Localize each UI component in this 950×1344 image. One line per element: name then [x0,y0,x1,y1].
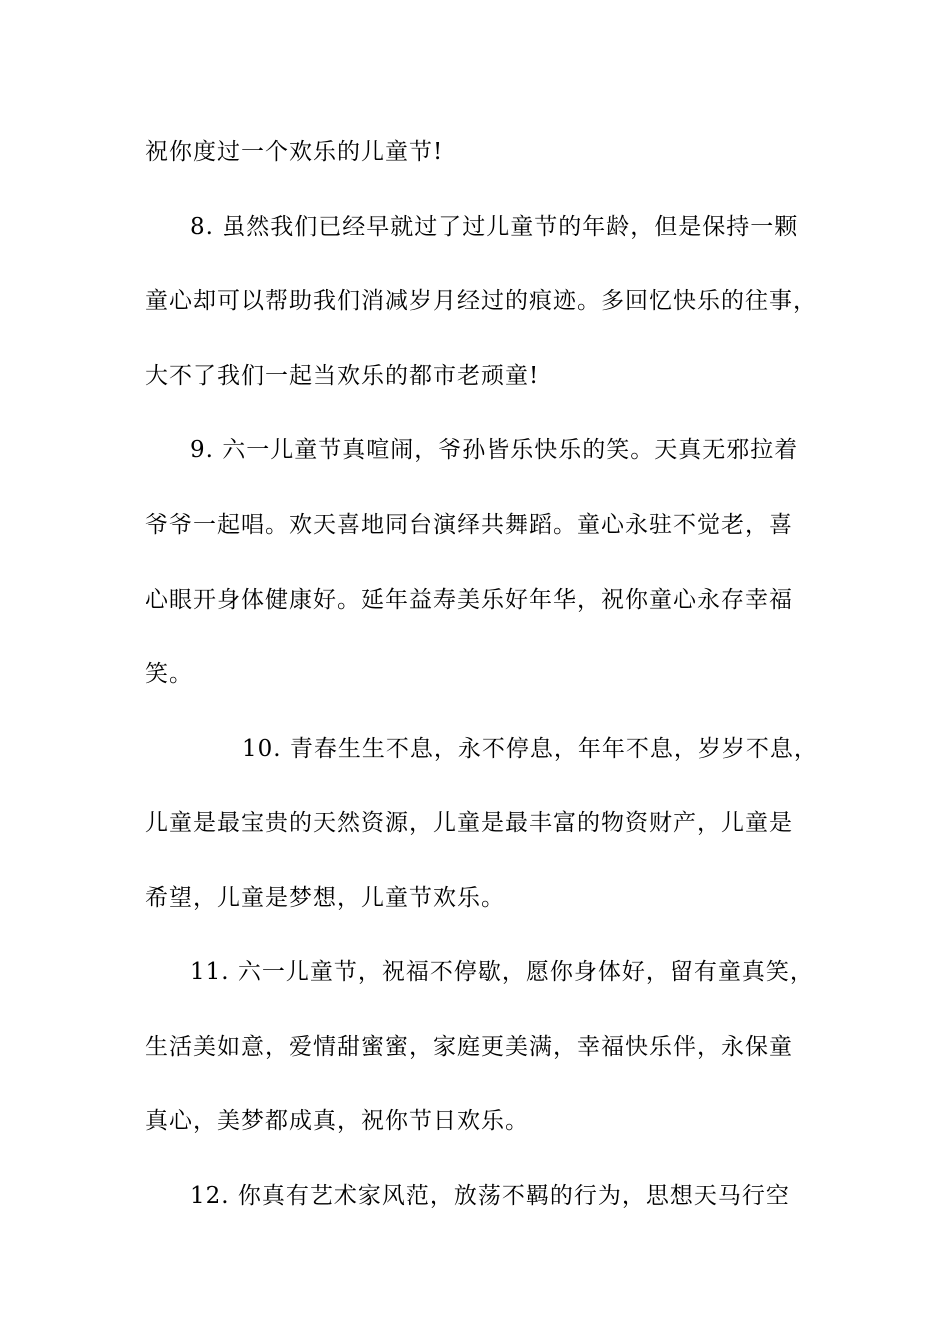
text-line: 爷爷一起唱。欢天喜地同台演绎共舞蹈。童心永驻不觉老，喜 [145,512,793,538]
text-line: 大不了我们一起当欢乐的都市老顽童! [145,363,540,389]
text-line: 心眼开身体健康好。延年益寿美乐好年华，祝你童心永存幸福 [145,587,793,613]
text-line: 童心却可以帮助我们消减岁月经过的痕迹。多回忆快乐的往事， [145,288,817,314]
text-line: 11. 六一儿童节，祝福不停歇，愿你身体好，留有童真笑， [190,959,814,985]
text-line: 9. 六一儿童节真喧闹，爷孙皆乐快乐的笑。天真无邪拉着 [190,437,799,463]
text-line: 生活美如意，爱情甜蜜蜜，家庭更美满，幸福快乐伴，永保童 [145,1034,793,1060]
text-line: 祝你度过一个欢乐的儿童节! [145,139,444,165]
text-line: 10. 青春生生不息，永不停息，年年不息，岁岁不息， [242,736,818,762]
text-line: 儿童是最宝贵的天然资源，儿童是最丰富的物资财产，儿童是 [145,810,793,836]
text-line: 笑。 [145,661,193,687]
text-line: 8. 虽然我们已经早就过了过儿童节的年龄，但是保持一颗 [190,214,799,240]
text-line: 真心，美梦都成真，祝你节日欢乐。 [145,1108,529,1134]
text-line: 希望，儿童是梦想，儿童节欢乐。 [145,885,505,911]
text-line: 12. 你真有艺术家风范，放荡不羁的行为，思想天马行空 [190,1183,790,1209]
